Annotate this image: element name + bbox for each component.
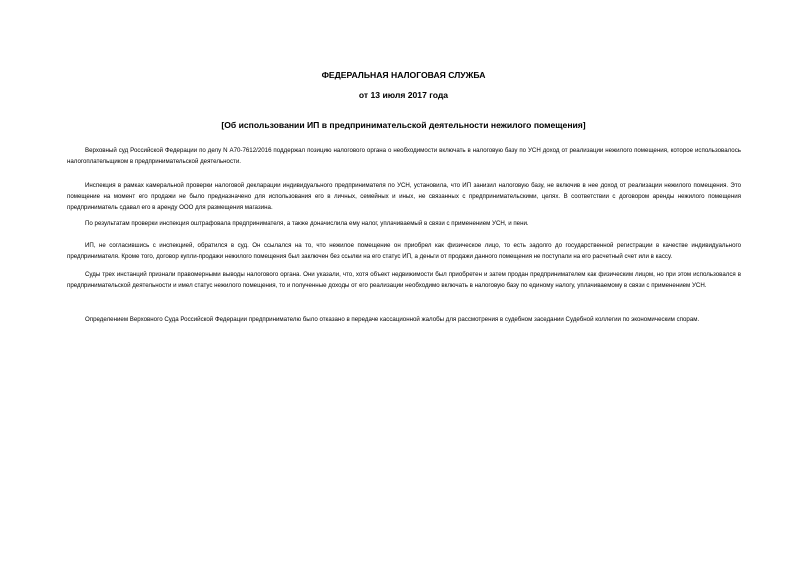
paragraph: По результатам проверки инспекция оштрафовала предпринимателя, а также доначислила ему налог, уплачиваемый в связи с применением УСН, и пени.: [85, 220, 529, 227]
paragraph: Верховный суд Российской Федерации по делу N А70-7612/2016 поддержал позицию налогового органа о необходимости включать в налоговую базу по УСН доход от реализации нежилого помещения, которое использовалось налогоплательщиком в предпринимательской деятельности.: [67, 147, 741, 165]
paragraph: ИП, не согласившись с инспекцией, обратился в суд. Он ссылался на то, что нежилое помещение он приобрел как физическое лицо, то есть задолго до государственной регистрации в качестве индивидуального предпринимателя. Кроме того, договор купли-продажи нежилого помещения был заключен без ссылки на его статус ИП, а деньги от продажи данного помещения не поступали на его расчетный счет или в кассу.: [67, 242, 741, 260]
document-title: [Об использовании ИП в предпринимательской деятельности нежилого помещения]: [221, 120, 586, 130]
paragraph: Суды трех инстанций признали правомерными выводы налогового органа. Они указали, что, хотя объект недвижимости был приобретен и затем продан предпринимателем как физическим лицом, но при этом использовался в предпринимательской деятельности и имел статус нежилого помещения, то и полученные доходы от его реализации необходимо включать в налоговую базу по единому налогу, уплачиваемому в связи с применением УСН.: [67, 271, 741, 289]
agency-heading: ФЕДЕРАЛЬНАЯ НАЛОГОВАЯ СЛУЖБА: [321, 70, 486, 80]
paragraph: Инспекция в рамках камеральной проверки налоговой декларации индивидуального предпринимателя по УСН, установила, что ИП занизил налоговую базу, не включив в нее доход от реализации нежилого помещения. Это помещение на момент его продажи не было предназначено для использования его в личных, семейных и иных, не связанных с предпринимательскими, целях. В соответствии с договором аренды нежилого помещения предприниматель сдавал его в аренду ООО для размещения магазина.: [67, 182, 741, 211]
document-date: от 13 июля 2017 года: [358, 90, 449, 100]
paragraph: Определением Верховного Суда Российской Федерации предпринимателю было отказано в передаче кассационной жалобы для рассмотрения в судебном заседании Судебной коллегии по экономическим спорам.: [85, 316, 700, 323]
